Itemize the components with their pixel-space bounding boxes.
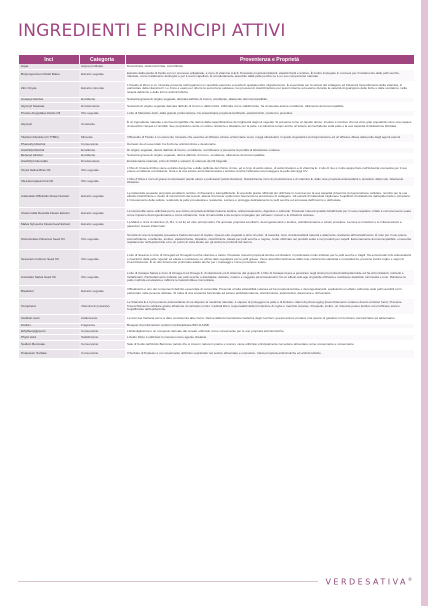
ingredient-description: Il Biossido di Titanio è un elemento minerale che esercita un'efficace azione schermante verso i raggi ultravioletti, in grado di garantire la fotoprotezione ed un'efficace difesa della pelle dagli agenti esterni.	[125, 133, 414, 142]
ingredient-description: Il Sorbato di Potassio è un conservante utilizzato soprattutto nel settore alimentare e cosmetico. Vanta proprietà antimicotiche ed antimicrobiche.	[125, 349, 414, 358]
ingredient-name: Cannabis Sativa Seed Oil	[19, 269, 79, 285]
table-row	[19, 116, 414, 133]
ingredient-description: Sostanza di origine vegetale derivata dall'olio di Cocco e dalla Colza. Utilizzata come stabilizzante, ha un'elevata azione emolliente. Altamente dermocompatibile.	[125, 103, 414, 111]
ingredients-table	[19, 55, 415, 359]
ingredient-name: Arachidyl Alcohol	[19, 148, 79, 154]
ingredient-description: L'Olio d'Oliva è ricco di grassi monoinsaturi (acido oleico e polinsaturi (acido linoleico). Naturalmente ricco di provitamina A e di vitamina E, dalle note proprietà antiossidanti e protettive della cute. Altamente idratante.	[125, 176, 414, 186]
ingredient-description: Sostanza grassa di origine vegetale, derivata dall'olio di Cocco, emolliente, altamente dermocompatibile.	[125, 97, 414, 103]
footer-divider	[18, 581, 318, 582]
table-row	[19, 298, 414, 314]
ingredient-name: Aqua	[19, 64, 79, 69]
ingredient-description: La Calendula possiede proprietà emollienti, lenitive, rinfrescanti e tranquillizzanti. È una delle piante officinali più utilizzate in cosmesi per la sua capacità di favorire la rigenerazione cellulare, nonché per la sua attività cicatrizzante e rivelto di microcircolo dei tessuti, allevia il turnover epidermico favorendo la produzione di collagene. Gli estratti di Calendula migliorano l'equilibrio di idratazione dell'epidermide e stimolano il rinnovamento delle cellule, rendendo la pelle più elastica e resistente. Lenisce e protegge delicatamente le pelli secche ed arrossate dell'inverno o dell'estate.	[125, 186, 414, 207]
table-row	[19, 81, 414, 97]
ingredient-name: Tocopherol	[19, 298, 79, 314]
header-provenienza: Provenienza e Proprietà	[125, 55, 414, 64]
ingredient-category: Olio vegetale	[79, 176, 125, 186]
ingredient-description: Si tratta di una cera liquida pressata a freddo dai semi di Jojoba. Questo olio vegetale è privo di odori, di tossicità, ricco di antiossidanti naturali e altamente resistente all'irrancidimento. È noto per il suo potere ammorbidente, emolliente, lenitivo, elasticizzante, idratante, cicatrizzante. Ideale per pelli secche e rugose, molto utilizzato nei prodotti solari e nei prodotti per capelli. Estremamente dermocompatibile, si assorbe rapidamente nell'epidermide ed è un punto di vista ideale per gli strati più profondi del derma.	[125, 229, 414, 249]
ingredient-name: Olea Europaea Fruit Oil	[19, 176, 79, 186]
table-header-row	[19, 55, 414, 64]
table-row	[19, 164, 414, 176]
ingredient-name: Potassium Sorbate	[19, 349, 79, 358]
ingredient-description: È un ingrediente naturale e dermocompatibile che deriva dalla saponificazione dei trigliceridi degli oli vegetali. Si presenta come un liquido denso, inodore e incolore che ha vinto gran popolarità come una capace di assorbire l'acqua e l'umidità. Sue proprietà le rende un ottimo nutriente e idratante per la pelle. La Glicerina tempo anche un'azione ammorbidente sulla pelle e la sua capacità di idratazione illimitata.	[125, 116, 414, 133]
ingredient-category: Estratto vegetale	[79, 186, 125, 207]
ingredient-name: Oryza Sativa Bran Oil	[19, 164, 79, 176]
header-inci: Inci	[19, 55, 79, 64]
ingredient-category: Acqua purificata	[79, 64, 125, 69]
ingredient-name: Sodium Benzoate	[19, 340, 79, 349]
ingredient-category: Emulsionante	[79, 159, 125, 165]
ingredient-name: Butyrospermum Parkii Butter	[19, 69, 79, 81]
ingredient-description: Bouquet di profumazioni conformi al disciplinare BIO di AIAB.	[125, 323, 414, 329]
ingredient-name: Cetearyl Alcohol	[19, 97, 79, 103]
ingredient-name: Behenyl Alcohol	[19, 153, 79, 159]
ingredient-description: Di origine vegetale, deriva dall'olio di Cocco, emolliente, contribuisce a prevenire la perdita di idratazione cutanea.	[125, 148, 414, 154]
ingredient-category: Conservante	[79, 329, 125, 335]
ingredient-description: La Gomma Xantana serve a dare consistenza alla crema. Deriva dalla fermentazione batterica degli zuccheri; questa azione produce una specie di gelatina con funzione viscosizzante ed addensante.	[125, 314, 414, 323]
ingredient-category: Conservante	[79, 340, 125, 349]
ingredient-category: Estratto minerale	[79, 81, 125, 97]
ingredient-name: Simmondsia Chinensis Seed Oil	[19, 229, 79, 249]
ingredient-category: Emolliente	[79, 153, 125, 159]
ingredient-name: Arachidyl Glucoside	[19, 159, 79, 165]
ingredient-category: Umettante	[79, 116, 125, 133]
ingredient-description: L'Etilesilglicerina è un composto derivato dai cereali, utilizzato come conservante per le sue proprietà antimicrobiche.	[125, 329, 414, 335]
table-row	[19, 207, 414, 220]
ingredient-name: Phytic Acid	[19, 335, 79, 341]
table-row	[19, 103, 414, 111]
ingredient-category: Estratto vegetale	[79, 220, 125, 229]
ingredient-description: L'olio di Mandorle dolci, dalla grande profumazione, ha straordinarie proprietà lenificanti, elasticizzanti, nutrienti e protettive.	[125, 111, 414, 117]
ingredient-description: Sostanza grassa di origine vegetale, deriva dall'olio di Cocco, emolliente, altamente dermocompatibile.	[125, 153, 414, 159]
table-row	[19, 186, 414, 207]
ingredient-category: Emulsionante	[79, 103, 125, 111]
ingredient-name: Phenethyl Alcohol	[19, 142, 79, 148]
ingredient-name: Ethylhexylglycerin	[19, 329, 79, 335]
ingredient-description: La Vitamina E è il più potente antiossidante di cui dispone la medicina naturale, è capace di proteggere la pelle e di limitare i danni da photo-aging (invecchiamento cutaneo dovuto ai fattori fuori). Previene l'invecchiamento cellulare grazie all'azione di contrasto contro i radicali liberi, responsabili della formazione di rughe e macchie cutanee. Possiede, inoltre, un notevole potere lenitivo ed un'efficace azione l'equilibrante dell'epidermide.	[125, 298, 414, 314]
ingredient-name: Chamomilla Recutita Flower Extract	[19, 207, 79, 220]
brand-logo: VERDESATIVA®	[325, 577, 412, 587]
ingredient-name: Parfum	[19, 323, 79, 329]
ingredient-name: Bisabolol	[19, 285, 79, 298]
ingredient-name: Prunus Amygdalus Dulcis Oil	[19, 111, 79, 117]
header-categoria: Categoria	[79, 55, 125, 64]
ingredient-category: Olio vegetale	[79, 249, 125, 269]
ingredient-description: Emulsionante naturale, privo di OGM e solventi. È ottenuto da Oli Vegetali.	[125, 159, 414, 165]
side-accent-bar	[421, 0, 428, 606]
ingredient-category: Estratto vegetale	[79, 69, 125, 81]
ingredient-category: Olio vegetale	[79, 229, 125, 249]
table-row	[19, 349, 414, 358]
ingredient-name: Glycerin	[19, 116, 79, 133]
table-row	[19, 285, 414, 298]
ingredient-name: Sesamum Indicum Seed Oil	[19, 249, 79, 269]
ingredient-name: Calendula Officinalis Flower Extract	[19, 186, 79, 207]
ingredient-name: Malva Sylvestris Flower/Leaf Extract	[19, 220, 79, 229]
ingredient-description: Derivato da oli essenziali, ha funzione antimicrobica e deodorante.	[125, 142, 414, 148]
ingredient-category: Olio vegetale	[79, 111, 125, 117]
table-row	[19, 229, 414, 249]
ingredient-category: Addensante	[79, 314, 125, 323]
ingredient-category: Estratto vegetale	[79, 285, 125, 298]
ingredient-category: Minerale	[79, 133, 125, 142]
ingredient-category: Emolliente	[79, 97, 125, 103]
table-row	[19, 69, 414, 81]
ingredient-description: La Malva è ricca di vitamine (A, B1, C ed E) ed oltre principi attivi. Ha spiccate proprietà emollienti, decongestionanti e lenitive, antinfiammatorie e azioni protettive. Lenisce le irritazioni e le infiammazioni a garanzia i tessuti infiammati.	[125, 220, 414, 229]
ingredient-name: Zinc Oxyde	[19, 81, 79, 97]
ingredient-category: Fragranza	[79, 323, 125, 329]
ingredient-description: Estratto dalla pianta di Karitè con un processo artigianale, è ricco di vitamine A-E-F. Possiede proprietà idratanti, elasticizzanti e lenitive. È inoltre impiegato in cosmesi per il trattamento delle pelli secche, rilassate, come trattamento antirughe e per il cuoio capelluto. È completamente assorbito dalla pelle perché ne è un suo componente naturale.	[125, 69, 414, 81]
ingredient-category: Stabilizzante	[79, 335, 125, 341]
ingredient-description: L'olio di Canapa Sativa è ricco di Omega-3 ed Omega-6, di vitamina E ed di vitamine del gruppo B. L'Olio di Canapa riesce a penetrare negli strati più profondi dell'epidermide ed ha virtù idratanti, nutrienti e rivitalizzanti. Particolarmente indicato per pelli secche o disidratate, delicate, mature e soggette ad arrossamenti; ha un effetto anti-age di grande efficacia e restituisce elasticità, luminosità e tono. Mantiene la pelle morbida ed elastica e rafforza le naturali difese immunitarie.	[125, 269, 414, 285]
table-row	[19, 269, 414, 285]
ingredient-description: Sale di Sodio dell'Acido Benzoico (acido che si trova in natura in piante e resine), viene utilizzato principalmente nel settore alimentare come conservante e conservante.	[125, 340, 414, 349]
ingredient-name: Xanthan Gum	[19, 314, 79, 323]
ingredient-description: L'Olio di Crusca di Riso viene estratto dal germe e dalle pellicole del chicco di riso, ed è ricco di acido oleico, di acido linoleico e di vitamina E. L'olio di riso è molto apprezzato nell'industria cosmetica per il suo potere emolliente ed idratante. Nota è la sua azione anti-infiammatoria e lenitiva nonché l'efficacia nel proteggere la pelle dai raggi UV.	[125, 164, 414, 176]
page-title: INGREDIENTI E PRINCIPI ATTIVI	[18, 21, 286, 41]
ingredient-name: Glyceryl Stearate	[19, 103, 79, 111]
ingredient-description: L'Ossido di Zinco è un minerale presente nell'organismo in quantità superiore a quella di qualsiasi altro oligoelemento. È essenziale per la sintesi del collagene ed influenza l'assorbimento della vitamina, in particolare della vitamina D. Lo zinco è usato per ridurre la secrezione sebacea, nei processi di cicatrizzazione per lesioni interne ed esterne durante la velocità di guarigione delle ferite e delle scottature, nella terapia dell'acne e delle forme antimicrobiche.	[125, 81, 414, 97]
table-row	[19, 176, 414, 186]
ingredient-category: Conservante	[79, 142, 125, 148]
ingredient-description: La Camomilla viene utilizzata per le sue ottime proprietà antinfiammatorie lenitive, antiarrossamento, digestive e calmanti. Possiede notevoli qualità rivitalizzanti per il cuoio capelluto. Infatti è comunemente usata come impacco decongestionante e come schiarente. Celo di camomilla è da sempre impiegato per calmare i rossori e le irritazioni cutanee.	[125, 207, 414, 220]
table-row	[19, 249, 414, 269]
ingredient-name: Titanium Dioxide (CI 77891)	[19, 133, 79, 142]
ingredient-category: Estratto vegetale	[79, 207, 125, 220]
ingredient-category: Conservante	[79, 349, 125, 358]
ingredient-description: L'Acido Fitico è utilizzato in cosmesi come agente chelante.	[125, 335, 414, 341]
ingredient-description: Il Bisabololo è uno dei componenti dell'olio essenziale di camomilla. Presenta un'alta tollerabilità cutanea ed ha proprietà lenitive e decongestionanti, esplicando un effetto calmante sulle pelli sensibili ed in particolare nelle persone delicate. Si tratta di una sostanza funzionale ad azione antinfiammatoria, antimicrobica, antimicotica, disarrossa e rinfrescante.	[125, 285, 414, 298]
table-row	[19, 133, 414, 142]
ingredient-description: Deionizzata, elettroionizzata, microfiltrata.	[125, 64, 414, 69]
ingredient-category: Olio vegetale	[79, 164, 125, 176]
ingredient-category: Olio vegetale	[79, 269, 125, 285]
ingredient-category: Vitamina E (naturale)	[79, 298, 125, 314]
table-row	[19, 314, 414, 323]
table-row	[19, 220, 414, 229]
table-row	[19, 340, 414, 349]
ingredient-category: Emolliente	[79, 148, 125, 154]
ingredient-description: L'olio di Sesamo è ricco di Omega3 ed Omega6 nonché vitamine e calcio. Possiede notevoli proprietà lenitive ed idratanti, in particolare molto indicato per le pelli secche e fragili. Ha eccezionali virtù antiossidanti e riparatrici della pelle 'sgretta' ed elasta e costituisce un ottimo latte regolatore per le pelli grasse. Viene assorbito facilmente dalla cute conferendo elasticità e compattezza, previene inoltre rughe e segni di invecchiamento. È un olio fortemente profumato adatto anche per i massaggi e come protezione solare.	[125, 249, 414, 269]
